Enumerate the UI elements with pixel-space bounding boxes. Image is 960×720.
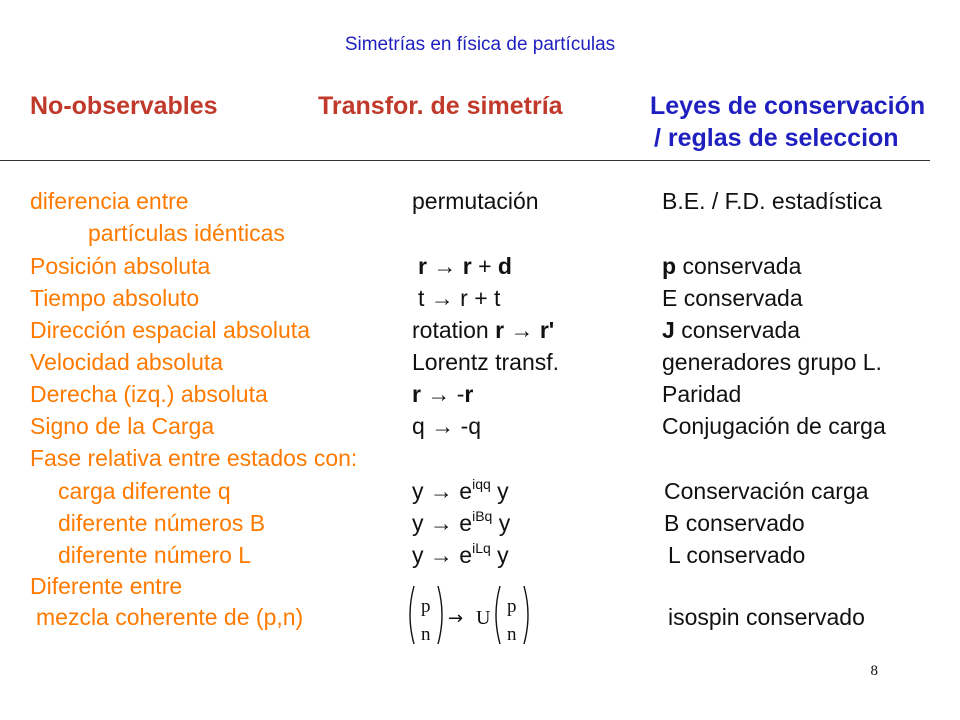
row-time-law: E conservada <box>662 285 803 311</box>
row-phase-label: Fase relativa entre estados con: <box>30 445 358 471</box>
row-pos-label: Posición absoluta <box>30 253 211 279</box>
row-vel-law: generadores grupo L. <box>662 349 882 375</box>
slide-title: Simetrías en física de partículas <box>344 34 616 55</box>
row-q-transform: $y \to e^{iqq}$ y <box>412 476 509 504</box>
matrix-n-1: n <box>421 624 431 645</box>
row-charge-law: Conjugación de carga <box>662 413 886 439</box>
header-transformation: Transfor. de simetría <box>318 92 563 120</box>
arrow-icon: → <box>431 413 455 439</box>
row-pos-transform: r → r + d <box>418 253 512 279</box>
header-conservation-laws: Leyes de conservación <box>650 92 926 120</box>
arrow-icon: → <box>427 381 451 407</box>
row-time-label: Tiempo absoluto <box>30 285 200 311</box>
header-no-observables: No-observables <box>30 92 218 120</box>
row-l-transform: $y \to e^{iLq}$ y <box>412 540 509 568</box>
page-number: 8 <box>870 663 878 679</box>
row-vel-transform: Lorentz transf. <box>412 349 560 375</box>
row-diff-label: Diferente entre <box>30 573 183 599</box>
matrix-left-paren-1 <box>410 586 414 644</box>
row-b-label: diferente números B <box>58 510 266 536</box>
header-divider <box>0 160 930 161</box>
row-dir-label: Dirección espacial absoluta <box>30 317 310 343</box>
arrow-icon: → <box>429 542 453 568</box>
row-l-law: L conservado <box>668 542 806 568</box>
matrix-right-paren-1 <box>438 586 442 644</box>
isospin-matrix-equation <box>404 582 544 648</box>
arrow-icon: → <box>430 285 454 311</box>
matrix-n-2: n <box>507 624 517 645</box>
matrix-p-1: p <box>421 596 431 617</box>
row-right-label: Derecha (izq.) absoluta <box>30 381 268 407</box>
row-dir-law: J conservada <box>662 317 801 343</box>
row-time-transform: t → r + t <box>418 285 501 311</box>
row-perm-label-2: partículas idénticas <box>88 220 285 246</box>
matrix-p-2: p <box>507 596 517 617</box>
row-dir-transform: rotation r → r' <box>412 317 555 343</box>
row-q-label: carga diferente q <box>58 478 231 504</box>
header-selection-rules: / reglas de seleccion <box>654 124 899 152</box>
row-b-transform: $y \to e^{iBq}$ y <box>412 508 511 536</box>
matrix-right-paren-2 <box>524 586 528 644</box>
matrix-arrow: → <box>448 608 464 629</box>
row-q-law: Conservación carga <box>664 478 869 504</box>
matrix-left-paren-2 <box>496 586 500 644</box>
row-charge-transform: q → -q <box>412 413 482 439</box>
row-perm-law: B.E. / F.D. estadística <box>662 188 882 214</box>
row-perm-label-1: diferencia entre <box>30 188 189 214</box>
arrow-icon: → <box>510 317 534 343</box>
arrow-icon: → <box>429 478 453 504</box>
arrow-icon: → <box>433 253 457 279</box>
row-right-transform: r → -r <box>412 381 474 407</box>
row-vel-label: Velocidad absoluta <box>30 349 224 375</box>
row-charge-label: Signo de la Carga <box>30 413 215 439</box>
row-mix-law: isospin conservado <box>668 604 865 630</box>
row-b-law: B conservado <box>664 510 805 536</box>
row-l-label: diferente número L <box>58 542 252 568</box>
row-perm-transform: permutación <box>412 188 539 214</box>
row-pos-law: p conservada <box>662 253 802 279</box>
matrix-u: U <box>476 607 491 629</box>
row-mix-label: mezcla coherente de (p,n) <box>36 604 304 630</box>
arrow-icon: → <box>429 510 453 536</box>
row-right-law: Paridad <box>662 381 742 407</box>
